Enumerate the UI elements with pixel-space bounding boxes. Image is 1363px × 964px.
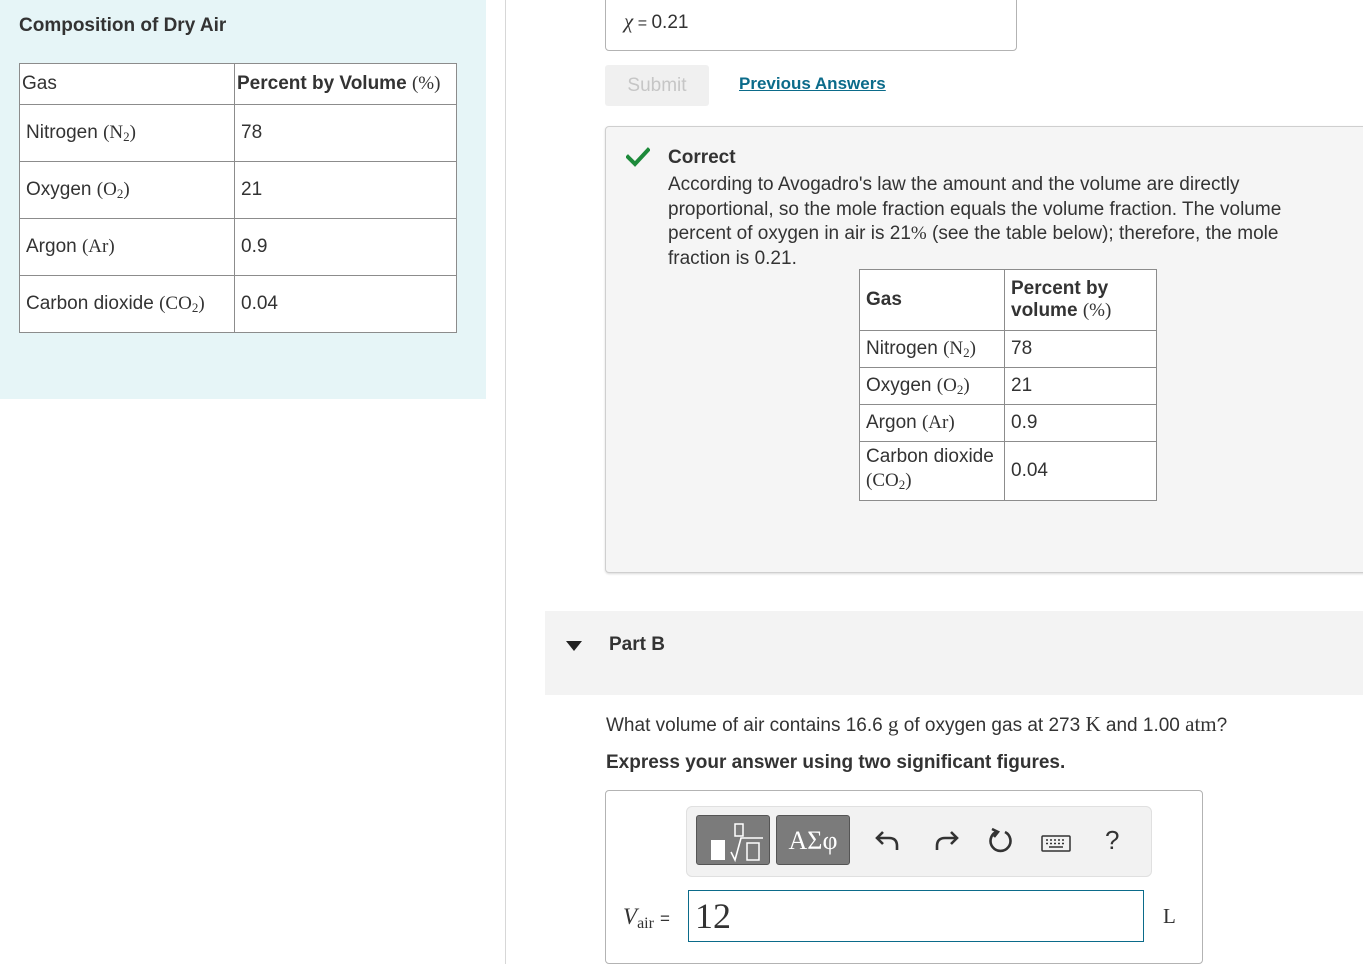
percent-cell: 0.9: [1005, 405, 1157, 442]
table-row: [20, 219, 457, 276]
templates-icon: [697, 816, 771, 866]
table-header-row: [20, 64, 457, 105]
table-row: [20, 276, 457, 333]
feedback-explanation: According to Avogadro's law the amount and the volume are directly proportional, so the mole fraction equals the volume fraction. The volume percent of oxygen in air is 21% (see the table below); therefore, the mole fraction is 0.21.: [668, 174, 1282, 269]
variable-label: $V_{air}$ =: [623, 904, 670, 932]
previous-answers-link[interactable]: Previous Answers: [739, 74, 886, 93]
part-a-answer-box: [605, 0, 1017, 51]
header-percent: Percent by Volume (%): [235, 64, 457, 105]
composition-panel: [0, 0, 486, 399]
table-header-row: [860, 270, 1157, 331]
table-row: [860, 442, 1157, 501]
table-row: [20, 162, 457, 219]
answer-input[interactable]: [688, 890, 1144, 942]
math-toolbar: [686, 806, 1152, 877]
percent-cell: 21: [1005, 368, 1157, 405]
caret-down-icon[interactable]: [566, 641, 582, 651]
gas-cell: Argon (Ar): [860, 405, 1005, 442]
gas-cell: Carbon dioxide $(CO_2)$: [860, 442, 1005, 501]
feedback-panel: [605, 126, 1363, 573]
part-a-answer: χ = 0.21: [624, 9, 689, 33]
gas-cell: Nitrogen $(N_2)$: [860, 331, 1005, 368]
instruction-text: Express your answer using two significant figures.: [606, 752, 1066, 773]
percent-cell: 78: [235, 105, 457, 162]
gas-cell: Oxygen $(O_2)$: [20, 162, 235, 219]
pane-divider[interactable]: [505, 0, 506, 964]
gas-cell: Argon (Ar): [20, 219, 235, 276]
reset-icon[interactable]: [987, 827, 1015, 855]
percent-cell: 21: [235, 162, 457, 219]
gas-cell: Carbon dioxide $(CO_2)$: [20, 276, 235, 333]
submit-button[interactable]: Submit: [605, 65, 709, 106]
percent-cell: 0.04: [235, 276, 457, 333]
table-row: [860, 405, 1157, 442]
keyboard-icon[interactable]: [1041, 835, 1071, 853]
feedback-status: Correct: [668, 147, 736, 168]
templates-button[interactable]: [696, 815, 770, 865]
question-text: What volume of air contains 16.6 g of oxygen gas at 273 K and 1.00 atm?: [606, 712, 1228, 736]
redo-icon[interactable]: [933, 827, 959, 853]
percent-cell: 78: [1005, 331, 1157, 368]
gas-cell: Oxygen $(O_2)$: [860, 368, 1005, 405]
table-row: [860, 331, 1157, 368]
help-icon[interactable]: ?: [1105, 825, 1120, 855]
percent-cell: 0.04: [1005, 442, 1157, 501]
undo-icon[interactable]: [875, 827, 901, 853]
part-b-title: Part B: [609, 634, 665, 655]
panel-title: Composition of Dry Air: [19, 15, 227, 36]
check-icon: [626, 147, 650, 167]
symbols-button[interactable]: ΑΣφ: [776, 815, 850, 865]
composition-table: [19, 63, 457, 333]
unit-label: L: [1163, 904, 1176, 928]
answer-input-panel: [605, 790, 1203, 964]
table-row: [20, 105, 457, 162]
header-gas: Gas: [20, 64, 235, 105]
gas-cell: Nitrogen $(N_2)$: [20, 105, 235, 162]
header-percent: Percent by volume (%): [1005, 270, 1157, 331]
header-gas: Gas: [860, 270, 1005, 331]
percent-cell: 0.9: [235, 219, 457, 276]
table-row: [860, 368, 1157, 405]
feedback-table: [859, 269, 1157, 501]
part-b-header[interactable]: [545, 611, 1363, 695]
